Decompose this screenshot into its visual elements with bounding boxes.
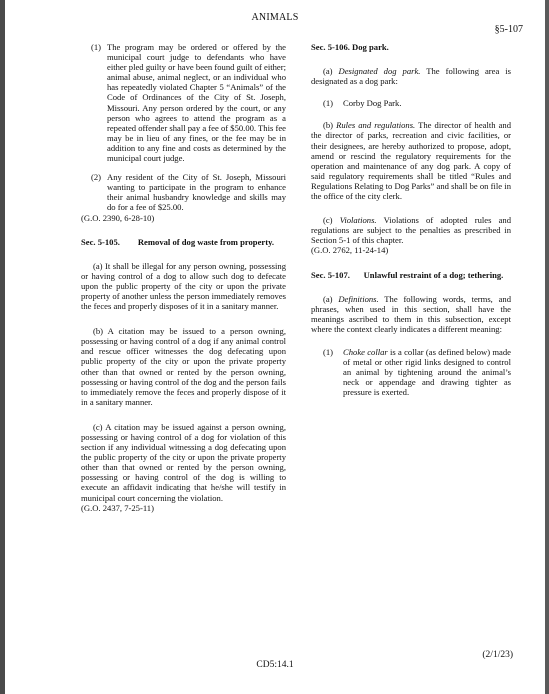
- section-heading-5-106: Sec. 5-106. Dog park.: [311, 42, 389, 52]
- left-column: [81, 42, 286, 513]
- page-footer-label: CD5:14.1: [256, 660, 294, 670]
- section-heading-5-105: [81, 237, 286, 247]
- right-column: [311, 42, 511, 397]
- paragraph-definitions: (a) Definitions. The following words, terms, and phrases, when used in this section, shall have the meanings ascribed to them in this subsection, except where the context clearly indicates a different meaning:: [311, 293, 512, 334]
- section-label: Sec. 5-107.: [311, 269, 350, 280]
- section-title: Removal of dog waste from property.: [137, 236, 275, 247]
- list-item-1: [81, 42, 286, 163]
- ordinance-citation: (G.O. 2437, 7-25-11): [81, 502, 154, 513]
- list-item-text: Corby Dog Park.: [343, 98, 402, 109]
- list-item-dog-park: [311, 98, 511, 108]
- paragraph-b: (b) A citation may be issued to a person owning, possessing or having control of a dog if any animal control and rescue officer witnesses the dog defecating upon public property of the city or upon the private property other than that owned or rented by the person owning, possessing or having control of the dog and the person fails to immediately remove the feces and properly dispose of it in a sanitary manner.: [81, 326, 286, 407]
- list-item-text: Any resident of the City of St. Joseph, Missouri wanting to participate in the program to enhance their animal husbandry knowledge and skills may do for a fee of $25.00.: [107, 172, 286, 213]
- paragraph-designated-dog-park: (a) Designated dog park. The following area is designated as a dog park:: [311, 66, 512, 87]
- document-page: [5, 0, 545, 694]
- page-header-title: ANIMALS: [251, 12, 299, 23]
- list-item-text: Choke collar is a collar (as defined below) made of metal or other rigid links designed to control an animal by tightening around the animal’s neck or appendage and drawing tighter as pressure is exerted.: [343, 346, 511, 398]
- revision-date: (2/1/23): [482, 650, 513, 660]
- ordinance-citation: (G.O. 2762, 11-24-14): [311, 245, 389, 256]
- paragraph-a: (a) It shall be illegal for any person owning, possessing or having control of a dog to allow such dog to defecate upon the public property of the city or upon the private property of another unless the person immediately removes the feces and properly disposes of it in a sanitary manner.: [81, 260, 286, 312]
- list-item-2: [81, 172, 286, 212]
- paragraph-c: (c) A citation may be issued against a person owning, possessing or having control of a dog for violation of this section if any individual witnessing a dog defecating upon the public property of the city or upon the private property other than that owned or rented by the person owning, possessing or having control of the dog is willing to execute an affidavit indicating that he/she will testify in municipal court concerning the violation.: [81, 421, 286, 503]
- paragraph-rules-regulations: (b) Rules and regulations. The director of health and the director of parks, recreation and civic facilities, or their designees, are hereby authorized to propose, adopt, amend or rescind the regulatory requirements for the operation and maintenance of any dog park. A copy of said regulatory requirements shall be titled “Rules and Regulations Relating to Dog Parks” and shall be on file in the office of the city clerk.: [311, 120, 512, 202]
- list-item-number: (1): [323, 98, 334, 109]
- list-item-number: (2): [91, 172, 102, 183]
- section-heading-5-107: [311, 270, 511, 280]
- list-item-number: (1): [323, 346, 334, 357]
- section-label: Sec. 5-105.: [81, 236, 120, 247]
- list-item-choke-collar: [311, 347, 511, 397]
- list-item-number: (1): [91, 42, 102, 52]
- page-section-ref: §5-107: [494, 24, 523, 35]
- right-edge-bar: [545, 0, 549, 694]
- list-item-text: The program may be ordered or offered by the municipal court judge to defendants who have either pled guilty or have been found guilt of either; animal abuse, animal neglect, or an individual who has repeatedly violated Chapter 5 “Animals” of the Code of Ordinances of the City of St. Joseph, Missouri. Any person ordered by the court, or any person who agrees to attend the program as a repeated offender shall pay a fee of $50.00. This fee may be in lieu of any fines, or the fee may be in addition to any fine and costs as determined by the municipal court judge.: [107, 42, 286, 164]
- paragraph-violations: (c) Violations. Violations of adopted rules and regulations are subject to the penalties as prescribed in Section 5-1 of this chapter.: [311, 215, 512, 246]
- ordinance-citation: (G.O. 2390, 6-28-10): [81, 212, 155, 223]
- section-title: Unlawful restraint of a dog; tethering.: [363, 269, 504, 280]
